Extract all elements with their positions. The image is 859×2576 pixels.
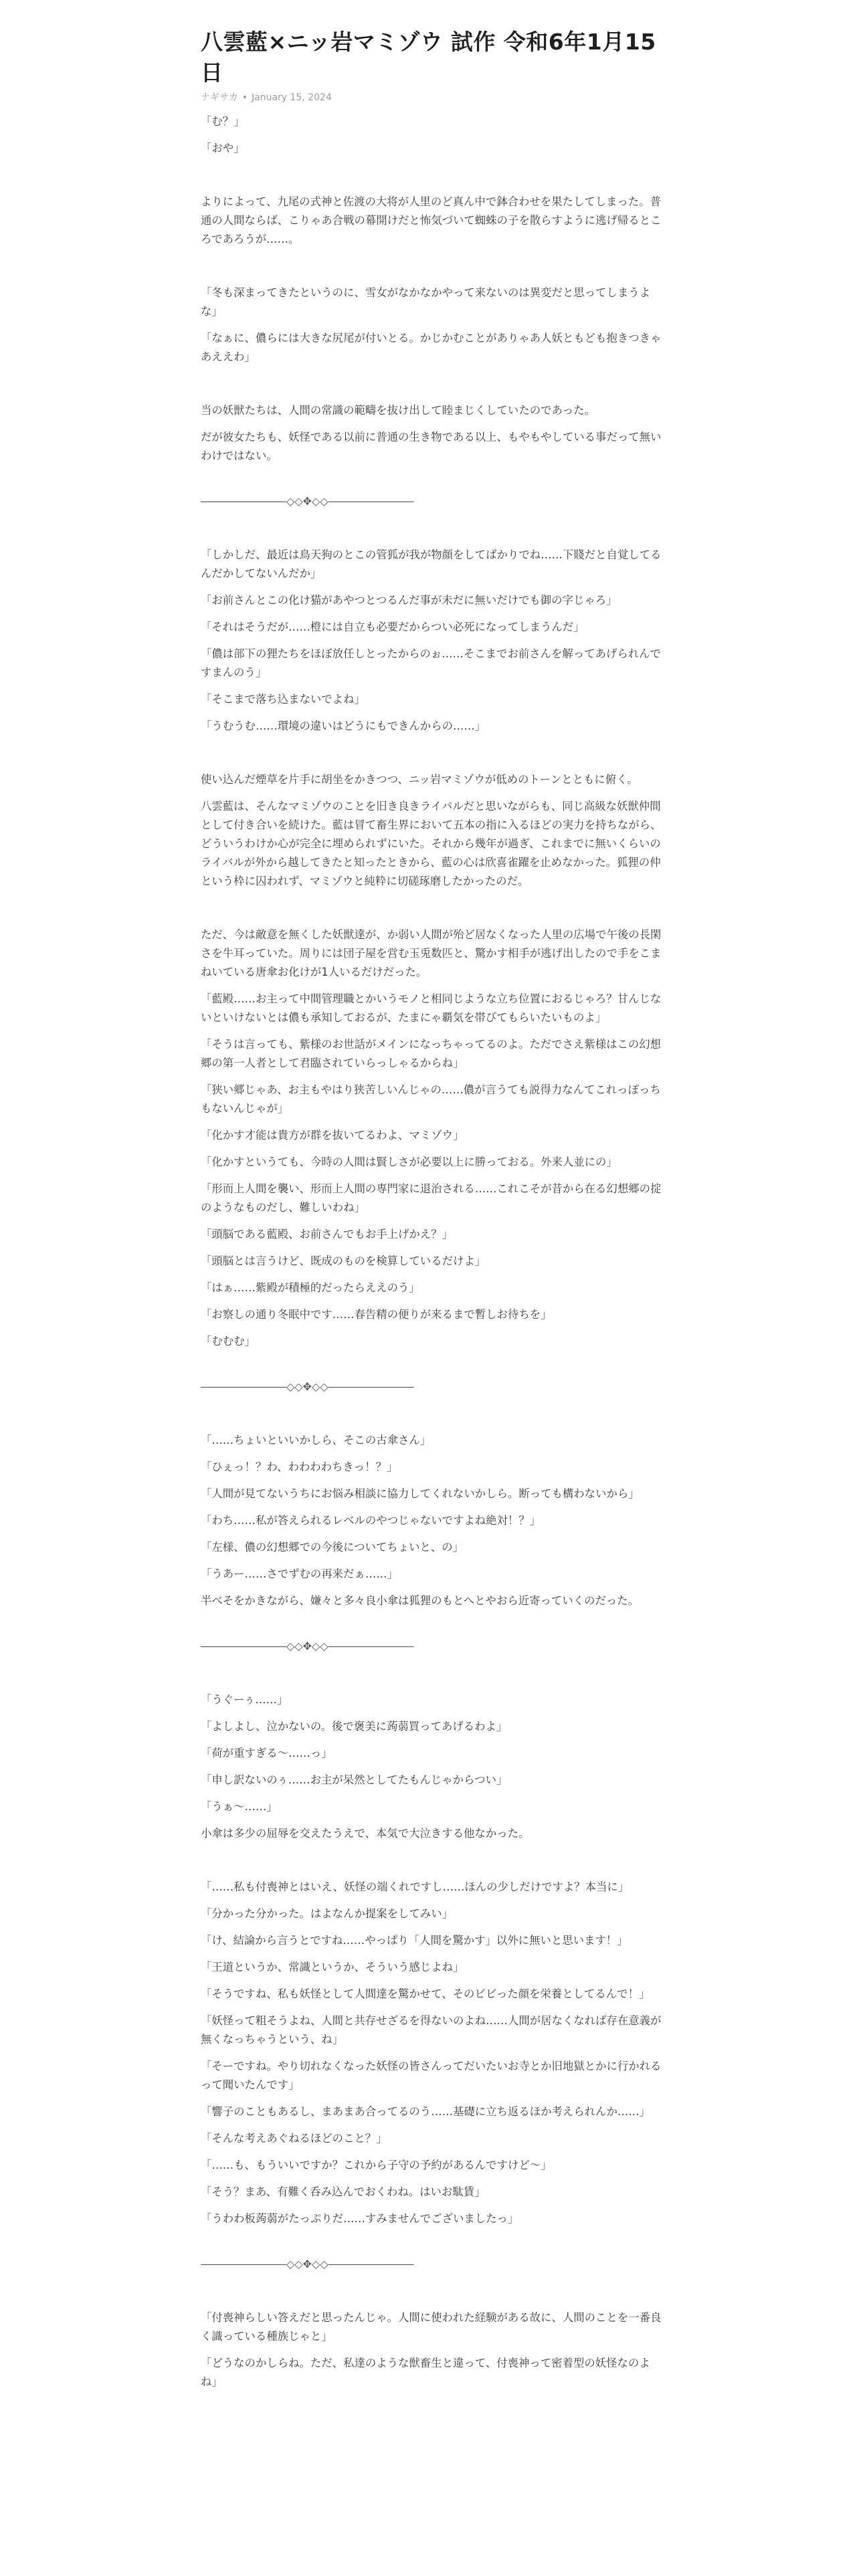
paragraph: 「うむうむ……環境の違いはどうにもできんからの……」 xyxy=(201,720,486,732)
paragraph: 「……ちょいといいかしら、そこの古傘さん」 xyxy=(201,1434,432,1446)
paragraph-spacer xyxy=(201,2282,662,2309)
paragraph: 「お前さんとこの化け猫があやつとつるんだ事が未だに無いだけでも御の字じゃろ」 xyxy=(201,594,617,607)
author-link[interactable]: ナギサカ xyxy=(201,92,238,103)
paragraph: 「そう？まあ、有難く呑み込んでおくわね。はいお駄賃」 xyxy=(201,2185,486,2198)
paragraph: 「おや」 xyxy=(201,142,245,154)
paragraph: 「しかしだ、最近は鳥天狗のとこの管狐が我が物顔をしてばかりでね……下賤だと自覚してるんだかしてないんだか」 xyxy=(201,548,662,580)
paragraph: 「申し訳ないのぅ……お主が呆然としてたもんじゃからつい」 xyxy=(201,1774,508,1786)
paragraph: だが彼女たちも、妖怪である以前に普通の生き物である以上、もやもやしている事だって無いわけではない。 xyxy=(201,431,662,462)
paragraph: 「はぁ……紫殿が積極的だったらええのう」 xyxy=(201,1281,420,1294)
paragraph-spacer xyxy=(201,899,662,926)
section-divider: ――――――――◇◇✥◇◇―――――――― xyxy=(201,2258,414,2270)
paragraph: 「そんな考えあぐねるほどのこと？」 xyxy=(201,2132,387,2145)
paragraph-spacer xyxy=(201,1618,662,1637)
paragraph: 「藍殿……お主って中間管理職とかいうモノと相同じような立ち位置におるじゃろ？甘んじないといけないとは儂も承知しておるが、たまにゃ覇気を帯びてもらいたいものよ」 xyxy=(201,992,662,1024)
paragraph: 使い込んだ煙草を片手に胡坐をかきつつ、ニッ岩マミゾウが低めのトーンとともに俯く。 xyxy=(201,773,638,786)
paragraph: 「そこまで落ち込まないでよね」 xyxy=(201,693,365,706)
section-divider: ――――――――◇◇✥◇◇―――――――― xyxy=(201,495,414,508)
paragraph-spacer xyxy=(201,519,662,546)
paragraph: よりによって、九尾の式神と佐渡の大将が人里のど真ん中で鉢合わせを果たしてしまった。普通の人間ならば、こりゃあ合戦の幕開けだと怖気づいて蜘蛛の子を散らすように逃げ帰るところであろうが……。 xyxy=(201,195,662,245)
section-divider: ――――――――◇◇✥◇◇―――――――― xyxy=(201,1640,414,1652)
paragraph: 「む？」 xyxy=(201,115,245,128)
paragraph: 「そうは言っても、紫様のお世話がメインになっちゃってるのよ。ただでさえ紫様はこの幻想郷の第一人者として君臨されていらっしゃるからね」 xyxy=(201,1038,662,1069)
paragraph: 「化かすというても、今時の人間は賢しさが必要以上に勝っておる。外来人並にの」 xyxy=(201,1156,617,1168)
paragraph-spacer xyxy=(201,1404,662,1431)
paragraph: 「分かった分かった。はよなんか提案をしてみい」 xyxy=(201,1907,453,1920)
paragraph: 「ひぇっ！？わ、わわわわちきっ！？」 xyxy=(201,1461,398,1473)
paragraph: 「形而上人間を襲い、形而上人間の専門家に退治される……これこそが昔から在る幻想郷の掟のようなものだし、難しいわね」 xyxy=(201,1182,662,1214)
paragraph: 「うぐーぅ……」 xyxy=(201,1693,288,1706)
paragraph-spacer xyxy=(201,2236,662,2255)
paragraph: 「むむむ」 xyxy=(201,1335,256,1348)
paragraph: 「なぁに、儂らには大きな尻尾が付いとる。かじかむことがありゃあ人妖ともども抱きつきゃあええわ」 xyxy=(201,332,662,363)
paragraph: 小傘は多少の屈辱を交えたうえで、本気で大泣きする他なかった。 xyxy=(201,1827,530,1840)
paragraph: 「そーですね。やり切れなくなった妖怪の皆さんってだいたいお寺とか旧地獄とかに行かれるって聞いたんです」 xyxy=(201,2060,662,2091)
article-title: 八雲藍×ニッ岩マミゾウ 試作 令和6年1月15日 xyxy=(201,29,656,86)
paragraph: 「どうなのかしらね。ただ、私達のような獣畜生と違って、付喪神って密着型の妖怪なのよね」 xyxy=(201,2357,650,2388)
paragraph: 「儂は部下の狸たちをほぼ放任しとったからのぉ……そこまでお前さんを解ってあげられんですまんのう」 xyxy=(201,647,661,679)
paragraph: 「荷が重すぎる〜……っ」 xyxy=(201,1747,332,1759)
paragraph: 半べそをかきながら、嫌々と多々良小傘は狐狸のもとへとやおら近寄っていくのだった。 xyxy=(201,1594,639,1607)
paragraph: 「うわわ板蒟蒻がたっぷりだ……すみませんでございましたっ」 xyxy=(201,2212,519,2225)
paragraph: 八雲藍は、そんなマミゾウのことを旧き良きライバルだと思いながらも、同じ高級な妖獣仲間として付き合いを続けた。藍は冒て畜生界において五本の指に入るほどの実力を持ちながら、どういうわけか心が完全に埋められずにいた。それから幾年が過ぎ、これまでに無いくらいのライバルが外から越してきたと知ったときから、藍の心は欣喜雀躍を止めなかった。狐狸の仲という枠に囚われず、マミゾウと純粋に切磋琢磨したかったのだ。 xyxy=(201,800,662,887)
paragraph: 「うぁ〜……」 xyxy=(201,1800,278,1813)
article-body xyxy=(201,112,662,2391)
paragraph: 「お察しの通り冬眠中です……春告精の便りが来るまで暫しお待ちを」 xyxy=(201,1308,552,1321)
paragraph-spacer xyxy=(201,1359,662,1378)
article xyxy=(201,27,662,2399)
paragraph: 「化かす才能は貴方が群を抜いてるわよ、マミゾウ」 xyxy=(201,1129,464,1142)
post-date: January 15, 2024 xyxy=(252,92,332,103)
paragraph: 「……私も付喪神とはいえ、妖怪の端くれですし……ほんの少しだけですよ？本当に」 xyxy=(201,1881,630,1893)
paragraph-spacer xyxy=(201,473,662,492)
paragraph: 「よしよし、泣かないの。後で褒美に蒟蒻買ってあげるわよ」 xyxy=(201,1720,508,1733)
paragraph: 当の妖獣たちは、人間の常識の範疇を抜け出して睦まじくしていたのであった。 xyxy=(201,404,595,417)
paragraph-spacer xyxy=(201,1851,662,1878)
paragraph-spacer xyxy=(201,257,662,284)
paragraph-spacer xyxy=(201,744,662,770)
paragraph-spacer xyxy=(201,374,662,401)
paragraph: 「妖怪って粗そうよね、人間と共存せざるを得ないのよね……人間が居なくなれば存在意義が無くなっちゃうという、ね」 xyxy=(201,2014,662,2046)
paragraph: 「冬も深まってきたというのに、雪女がなかなかやって来ないのは異変だと思ってしまうよな」 xyxy=(201,286,651,318)
article-meta xyxy=(201,91,662,104)
meta-separator: • xyxy=(242,92,248,103)
paragraph: 「頭脳とは言うけど、既成のものを検算しているだけよ」 xyxy=(201,1255,486,1267)
paragraph: 「左様、儂の幻想郷での今後についてちょいと、の」 xyxy=(201,1541,464,1553)
paragraph: 「うあー……さでずむの再来だぁ……」 xyxy=(201,1568,399,1580)
paragraph: 「わち……私が答えられるレベルのやつじゃないですよね絶対！？」 xyxy=(201,1514,541,1527)
paragraph: ただ、今は敵意を無くした妖獣達が、か弱い人間が殆ど居なくなった人里の広場で午後の長閑さを牛耳っていた。周りには団子屋を営む玉兎数匹と、驚かす相手が逃げ出したので手をこまねいている唐傘お化けが1人いるだけだった。 xyxy=(201,928,662,978)
paragraph: 「人間が見てないうちにお悩み相談に協力してくれないかしら。断っても構わないから」 xyxy=(201,1487,640,1500)
paragraph: 「付喪神らしい答えだと思ったんじゃ。人間に使われた経験がある故に、人間のことを一番良く識っている種族じゃと」 xyxy=(201,2311,662,2343)
paragraph: 「それはそうだが……橙には自立も必要だからつい必死になってしまうんだ」 xyxy=(201,621,585,633)
paragraph: 「そうですね、私も妖怪として人間達を驚かせて、そのビビった顔を栄養としてるんで！」 xyxy=(201,1988,650,2000)
section-divider: ――――――――◇◇✥◇◇―――――――― xyxy=(201,1380,414,1393)
paragraph: 「王道というか、常識というか、そういう感じよね」 xyxy=(201,1961,464,1973)
paragraph: 「響子のこともあるし、まあまあ合ってるのう……基礎に立ち返るほか考えられんか……」 xyxy=(201,2105,651,2118)
paragraph: 「狭い郷じゃあ、お主もやはり狭苦しいんじゃの……儂が言うても説得力なんてこれっぽっちもないんじゃが」 xyxy=(201,1083,661,1115)
paragraph-spacer xyxy=(201,1664,662,1691)
paragraph: 「頭脳である藍殿、お前さんでもお手上げかえ？」 xyxy=(201,1228,453,1241)
paragraph-spacer xyxy=(201,166,662,193)
paragraph: 「……も、もういいですか？これから子守の予約があるんですけど〜」 xyxy=(201,2159,552,2171)
paragraph: 「け、結論から言うとですね……やっぱり「人間を驚かす」以外に無いと思います！」 xyxy=(201,1934,628,1947)
